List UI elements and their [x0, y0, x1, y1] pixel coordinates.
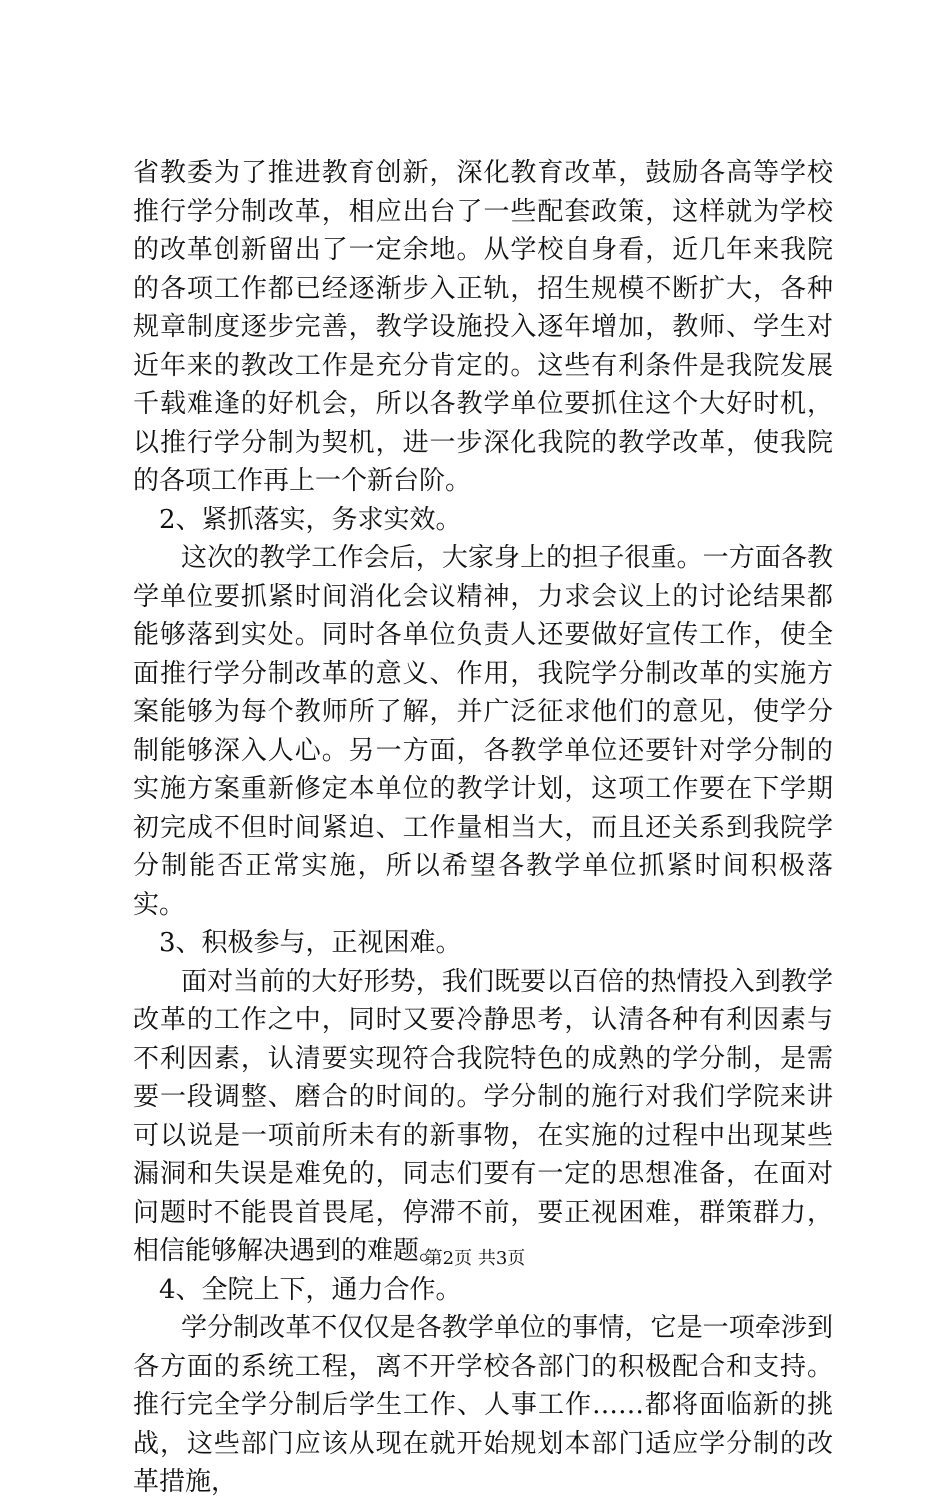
paragraph-opening: 省教委为了推进教育创新，深化教育改革，鼓励各高等学校推行学分制改革，相应出台了一些配套政策，这样就为学校的改革创新留出了一定余地。从学校自身看，近几年来我院的各项工作都已经逐渐步入正轨，招生规模不断扩大，各种规章制度逐步完善，教学设施投入逐年增加，教师、学生对近年来的教改工作是充分肯定的。这些有利条件是我院发展千载难逢的好机会，所以各教学单位要抓住这个大好时机，以推行学分制为契机，进一步深化我院的教学改革，使我院的各项工作再上一个新台阶。: [133, 158, 833, 496]
section-heading-4: 4、全院上下，通力合作。: [159, 1274, 462, 1305]
document-body: [133, 154, 833, 1502]
paragraph-section-4: 学分制改革不仅仅是各教学单位的事情，它是一项牵涉到各方面的系统工程，离不开学校各部门的积极配合和支持。推行完全学分制后学生工作、人事工作……都将面临新的挑战，这些部门应该从现在就开始规划本部门适应学分制的改革措施，: [133, 1313, 833, 1497]
section-heading-3: 3、积极参与，正视困难。: [159, 928, 462, 958]
paragraph-section-3: 面对当前的大好形势，我们既要以百倍的热情投入到教学改革的工作之中，同时又要冷静思考，认清各种有利因素与不利因素，认清要实现符合我院特色的成熟的学分制，是需要一段调整、磨合的时间的。学分制的施行对我们学院来讲可以说是一项前所未有的新事物，在实施的过程中出现某些漏洞和失误是难免的，同志们要有一定的思想准备，在面对问题时不能畏首畏尾，停滞不前，要正视困难，群策群力，相信能够解决遇到的难题。: [133, 966, 833, 1266]
section-heading-2: 2、紧抓落实，务求实效。: [159, 504, 462, 535]
page-number-footer: 第2页 共3页: [424, 1248, 526, 1269]
paragraph-section-2: 这次的教学工作会后，大家身上的担子很重。一方面各教学单位要抓紧时间消化会议精神，力求会议上的讨论结果都能够落到实处。同时各单位负责人还要做好宣传工作，使全面推行学分制改革的意义、作用，我院学分制改革的实施方案能够为每个教师所了解，并广泛征求他们的意见，使学分制能够深入人心。另一方面，各教学单位还要针对学分制的实施方案重新修定本单位的教学计划，这项工作要在下学期初完成不但时间紧迫、工作量相当大，而且还关系到我院学分制能否正常实施，所以希望各教学单位抓紧时间积极落实。: [133, 543, 833, 920]
